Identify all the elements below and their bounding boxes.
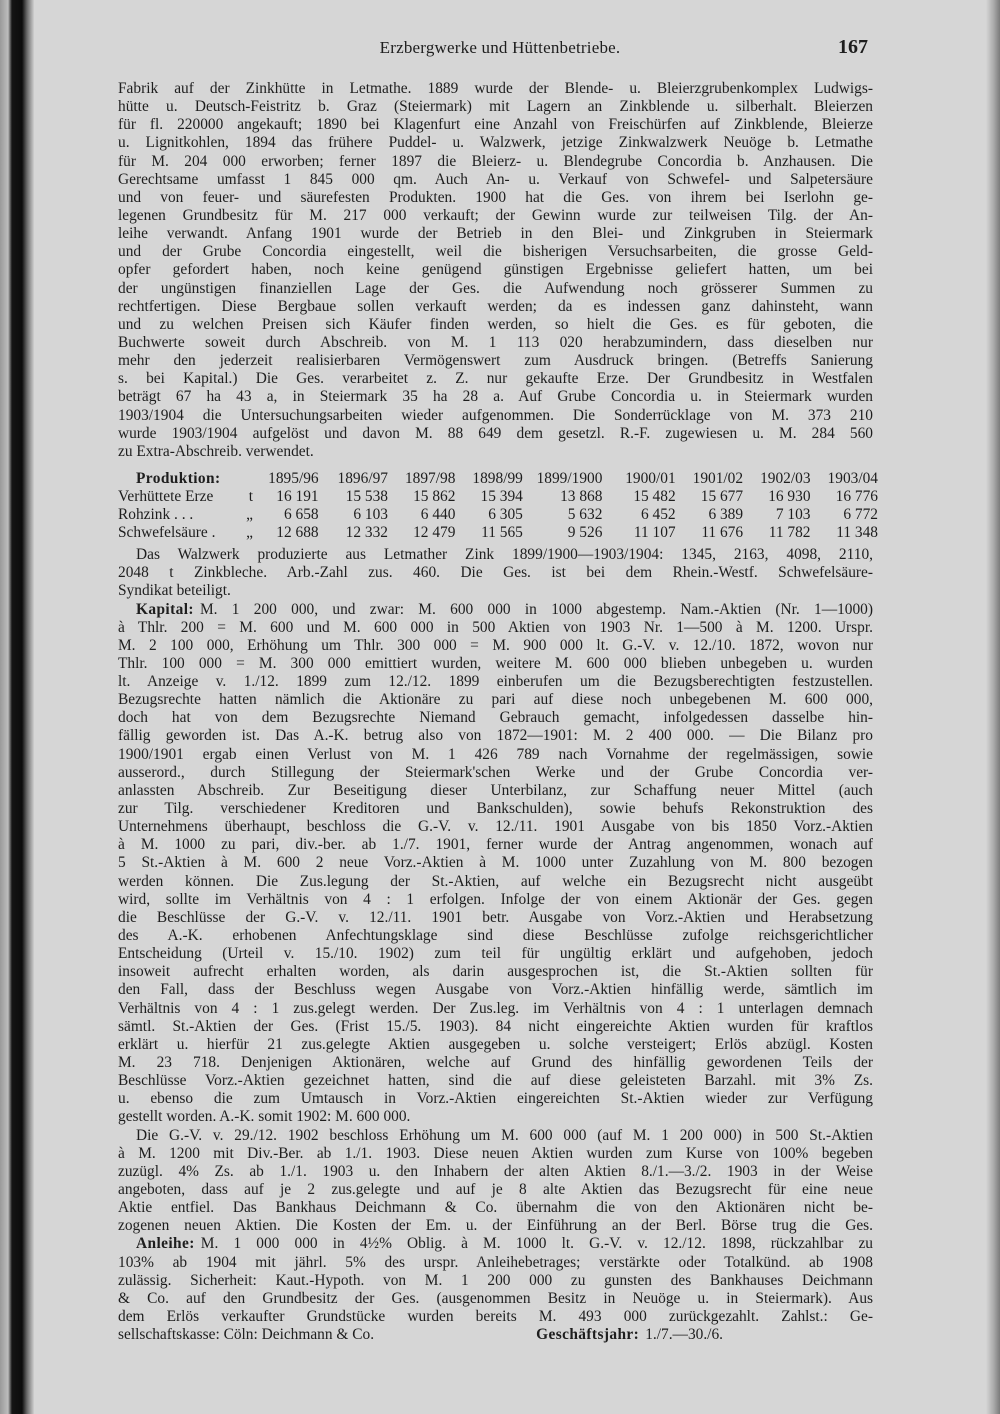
- table-cell: 15 862: [413, 488, 456, 506]
- text-line: werden können. Die Zus.legung der St.-Aktien, auf welche ein Bezugsrecht nicht ausgeübt: [118, 872, 873, 890]
- text-line: Das Walzwerk produzierte aus Letmather Zink 1899/1900—1903/1904: 1345, 2163, 4098, 2110,: [136, 546, 873, 563]
- text-line: der ungünstigen finanziellen Lage der Ges. die Aufwendung noch grösserer Summen zu: [118, 279, 873, 297]
- section-label: Kapital:: [136, 600, 194, 618]
- table-cell: 9 526: [567, 524, 603, 542]
- table-cell: 6 452: [641, 506, 676, 524]
- text-line: u. Lignitkohlen, 1894 das frühere Puddel- u. Walzwerk, jetzige Zinkwalzwerk Neuöge b. Letmathe: [118, 134, 873, 152]
- text-line: M. 23 718. Denjenigen Aktionären, welche auf Grund des hinfällig gewordenen Teils der: [118, 1054, 873, 1072]
- page-number: 167: [838, 36, 868, 58]
- text-line: & Co. auf den Grundbesitz der Ges. (ausgenommen Besitz in Neuöge u. in Steiermark). Aus: [118, 1289, 873, 1307]
- text-line: für fl. 220000 angekauft; 1890 bei Klagenfurt eine Anzahl von Freischürfen auf Zinkblende, Bleierze: [118, 116, 873, 134]
- table-cell: 11 107: [633, 524, 676, 542]
- text-line: insoweit aufrecht erhalten worden, als darin ausgesprochen ist, die St.-Aktien sollten für: [118, 963, 873, 981]
- table-cell: 15 538: [345, 488, 388, 506]
- table-cell: 6 658: [283, 506, 319, 524]
- text-line: Verhältnis von 4 : 1 zus.gelegt werden. Der Zus.leg. im Verhältnis von 4 : 1 unterlagen demnach: [118, 999, 873, 1017]
- table-cell: 11 782: [768, 524, 811, 542]
- unit: „: [246, 524, 253, 542]
- text-line: zur Tilg. verschiedener Kreditoren und Bankschulden), sowie behufs Rekonstruktion des: [118, 800, 873, 818]
- text-line: doch hat von dem Bezugsrechte Niemand Gebrauch gemacht, infolgedessen dasselbe hin-: [118, 709, 873, 727]
- text-line: Beschlüsse Vorz.-Aktien gezeichnet hatten, sind die auf diese geleisteten Barzahl. mit 3% Zs.: [118, 1072, 873, 1090]
- text-line: und der Grube Concordia eingestellt, weil die bisherigen Versuchsarbeiten, die grosse Geld-: [118, 243, 873, 261]
- text-line: Syndikat beteiligt.: [118, 582, 231, 600]
- text-line: zulässig. Sicherheit: Kaut.-Hypoth. von M. 1 200 000 zu gunsten des Bankhauses Deichmann: [118, 1271, 873, 1289]
- text-line: legenen Grundbesitz für M. 217 000 verkauft; der Gewinn wurde zur teilweisen Tilg. der An-: [118, 206, 873, 224]
- table-cell: 11 676: [701, 524, 744, 542]
- line-text: M. 1 200 000, und zwar: M. 600 000 in 1000 abgestemp. Nam.-Aktien (Nr. 1—1000): [199, 600, 873, 618]
- year-header: 1902/03: [760, 470, 811, 487]
- text-line: à Thlr. 200 = M. 600 und M. 600 000 in 500 Aktien von 1903 Nr. 1—500 à M. 1200. Urspr.: [118, 618, 873, 636]
- fiscal-year-label: Geschäftsjahr:: [536, 1326, 640, 1344]
- table-cell: 16 191: [276, 488, 319, 506]
- text-line: u. ebenso die zum Umtausch in Vorz.-Aktien eingereichten St.-Aktien wieder zur Verfügung: [118, 1090, 873, 1108]
- text-line: zuzügl. 4% Zs. ab 1./1. 1903 u. den Inhabern der alten Aktien 8./1.—3./2. 1903 in der Weise: [118, 1162, 873, 1180]
- unit: „: [246, 506, 253, 524]
- text-line: beträgt 67 ha 43 a, in Steiermark 35 ha 28 a. Auf Grube Concordia u. in Steiermark wurden: [118, 388, 873, 406]
- year-header: 1901/02: [692, 470, 744, 487]
- text-line: hütte u. Deutsch-Feistritz b. Graz (Steiermark) mit Lagern an Zinkblende u. silberhalt. Bleierzen: [118, 98, 873, 116]
- row-label: Rohzink . . .: [118, 506, 194, 524]
- text-line: Entscheidung (Urteil v. 15./10. 1902) zum teil für ungültig erklärt und aufgehoben, jedoch: [118, 945, 873, 963]
- text-line: die Beschlüsse der G.-V. v. 12./11. 1901 betr. Ausgabe von Vorz.-Aktien und Herabsetzung: [118, 908, 873, 926]
- production-label: Produktion:: [136, 470, 221, 487]
- text-line: lt. Anzeige v. 1./12. 1899 zum 12./12. 1899 einberufen um die Bezugsberechtigten festzustellen.: [118, 673, 873, 691]
- table-cell: 12 332: [345, 524, 388, 542]
- text-line: anlassten Abschreib. Zur Beseitigung dieser Unterbilanz, zur Schaffung neuer Mittel (auch: [118, 781, 873, 799]
- text-line: 2048 t Zinkbleche. Arb.-Zahl zus. 460. Die Ges. ist bei dem Rhein.-Westf. Schwefelsäure-: [118, 564, 873, 582]
- text-line: 5 St.-Aktien à M. 600 2 neue Vorz.-Aktien à M. 1000 unter Zuzahlung von M. 800 bezogen: [118, 854, 873, 872]
- section-label: Anleihe:: [136, 1235, 195, 1253]
- production-table: [118, 470, 878, 543]
- text-line: leihe verwandt. Anfang 1901 wurde der Betrieb in den Blei- und Zinkgruben in Steiermark: [118, 225, 873, 243]
- text-line: wird, sollte im Verhältnis von 4 : 1 erfolgen. Infolge der von einem Aktionär der Ges. gegen: [118, 890, 873, 908]
- intro-paragraph: [118, 80, 873, 461]
- text-line: Gerechtsame umfasst 1 845 000 qm. Auch An- u. Verkauf von Schwefel- und Salpetersäure: [118, 170, 873, 188]
- table-row: [118, 506, 878, 524]
- text-line: [118, 601, 873, 619]
- table-cell: 11 348: [836, 524, 878, 542]
- table-cell: 13 868: [560, 488, 603, 506]
- text-line: opfer gefordert haben, noch keine genügend günstigen Ergebnisse geliefert hatten, um bei: [118, 261, 873, 279]
- text-line: M. 2 100 000, Erhöhung um Thlr. 300 000 = M. 900 000 lt. G.-V. v. 12./10. 1872, wovon nur: [118, 636, 873, 654]
- table-cell: 6 440: [420, 506, 456, 524]
- anleihe-last-line: [118, 1326, 873, 1344]
- table-cell: 15 677: [700, 488, 744, 506]
- text-line: Bezugsrechte hatten nämlich die Aktionäre zu pari auf diese noch unbegebenen M. 600 000,: [118, 691, 873, 709]
- line-text: M. 1 000 000 in 4½% Oblig. à M. 1000 lt. G.-V. v. 12./12. 1898, rückzahlbar zu: [200, 1235, 873, 1253]
- table-cell: 16 776: [835, 488, 878, 506]
- fiscal-year-value: 1./7.—30./6.: [645, 1326, 723, 1344]
- text-line: 1903/1904 die Untersuchungsarbeiten wieder aufgenommen. Die Sonderrücklage von M. 373 210: [118, 406, 873, 424]
- text-line: ausserord., durch Stillegung der Steiermark'schen Werke und der Grube Concordia ver-: [118, 763, 873, 781]
- scan-left-edge: [0, 0, 34, 1414]
- text-line: 103% ab 1904 mit jährl. 5% des urspr. Anleihebetrages; verstärkte oder Totalkünd. ab 1908: [118, 1253, 873, 1271]
- text-line: Thlr. 100 000 = M. 300 000 emittiert wurden, weitere M. 600 000 blieben unbegeben u. wurden: [118, 654, 873, 672]
- kapital-section: [118, 601, 873, 1345]
- text-line: s. bei Kapital.) Die Ges. verarbeitet z. Z. nur gekaufte Erze. Der Grundbesitz in Westfalen: [118, 370, 873, 388]
- table-cell: 5 632: [567, 506, 603, 524]
- table-cell: 15 482: [633, 488, 676, 506]
- text-line: Fabrik auf der Zinkhütte in Letmathe. 1889 wurde der Blende- u. Bleierzgrubenkomplex Ludwigs-: [118, 80, 873, 97]
- fiscal-year: [536, 1326, 723, 1344]
- year-header: 1897/98: [404, 470, 456, 487]
- text-line: für M. 204 000 erworben; ferner 1897 die Bleierz- u. Blendegrube Concordia b. Anzhausen. Die: [118, 152, 873, 170]
- year-header: 1898/99: [472, 470, 523, 487]
- table-cell: 12 688: [276, 524, 319, 542]
- walzwerk-paragraph: [118, 546, 873, 600]
- year-header: 1899/1900: [536, 470, 603, 487]
- text-line: Unternehmens überhaupt, beschloss die G.-V. v. 12./11. 1901 Ausgabe von bis 1850 Vorz.-Aktien: [118, 818, 873, 836]
- scan-right-edge: [986, 0, 1000, 1414]
- table-cell: 15 394: [480, 488, 523, 506]
- year-header: 1895/96: [268, 470, 319, 487]
- text-line: mehr den jederzeit realisierbaren Vermögenswert zum Ausdruck bringen. (Betreffs Sanierung: [118, 352, 873, 370]
- text-line: fällig geworden ist. Das A.-K. betrug also von 1872—1901: M. 2 400 000. — Die Bilanz pro: [118, 727, 873, 745]
- text-line: 1900/1901 ergab einen Verlust von M. 1 426 789 nach Vornahme der regelmässigen, sowie: [118, 745, 873, 763]
- text-line: sämtl. St.-Aktien der Ges. (Frist 15./5. 1903). 84 nicht eingereichte Aktien wurden für kraftlos: [118, 1017, 873, 1035]
- text-line: wurde 1903/1904 aufgelöst und davon M. 88 649 dem gesetzl. R.-F. zugewiesen u. M. 284 560: [118, 424, 873, 442]
- year-header: 1900/01: [625, 470, 676, 487]
- table-cell: 11 565: [481, 524, 523, 542]
- row-label: Schwefelsäure .: [118, 524, 216, 542]
- year-header: 1903/04: [827, 470, 878, 487]
- text-line: dem Erlös verkaufter Grundstücke wurden bereits M. 493 000 zurückgezahlt. Zahlst.: Ge-: [118, 1307, 873, 1325]
- table-cell: 6 772: [843, 506, 878, 524]
- row-label: Verhüttete Erze: [118, 488, 214, 506]
- text-line: zogenen neuen Aktien. Die Kosten der Em. u. der Einführung an der Berl. Börse trug die Ges.: [118, 1217, 873, 1235]
- text-line: à M. 1200 mit Div.-Ber. ab 1./1. 1903. Diese neuen Aktien wurden zum Kurse von 100% begeben: [118, 1144, 873, 1162]
- text-line: Buchwerte soweit durch Abschreib. von M. 1 113 020 herabzumindern, dass dieselben nur: [118, 333, 873, 351]
- year-header: 1896/97: [337, 470, 388, 487]
- text-line: und von feuer- und säurefesten Produkten. 1900 hat die Ges. von ihrem bei Iserlohn ge-: [118, 188, 873, 206]
- line-text: sellschaftskasse: Cöln: Deichmann & Co.: [118, 1326, 375, 1344]
- table-cell: 7 103: [775, 506, 811, 524]
- table-cell: 12 479: [413, 524, 456, 542]
- text-line: erklärt u. hierfür 21 zus.gelegte Aktien ausgegeben u. solche versteigert; Erlös abzügl. Kosten: [118, 1035, 873, 1053]
- unit: t: [248, 488, 253, 506]
- running-header: Erzbergwerke und Hüttenbetriebe.: [379, 38, 621, 57]
- table-header-row: [118, 470, 878, 488]
- text-line: rechtfertigen. Diese Bergbaue sollen verkauft werden; da es indessen ganz dahinsteht, wann: [118, 297, 873, 315]
- text-line: und zu welchen Preisen sich Käufer finden werden, so hielt die Ges. es für geboten, die: [118, 315, 873, 333]
- text-line: den Fall, dass der Beschluss wegen Ausgabe von Vorz.-Aktien hinfällig werde, sämtlich im: [118, 981, 873, 999]
- text-line: gestellt worden. A.-K. somit 1902: M. 600 000.: [118, 1108, 411, 1126]
- table-row: [118, 524, 878, 542]
- table-cell: 16 930: [768, 488, 811, 506]
- text-line: Die G.-V. v. 29./12. 1902 beschloss Erhöhung um M. 600 000 (auf M. 1 200 000) in 500 St.-Aktien: [136, 1126, 873, 1144]
- table-cell: 6 305: [488, 506, 523, 524]
- text-line: à M. 1000 zu pari, div.-ber. ab 1./7. 1901, ferner wurde der Antrag angenommen, wonach auf: [118, 836, 873, 854]
- text-line: [118, 1235, 873, 1253]
- text-line: angeboten, dass auf je 2 zus.gelegte und auf je 8 alte Aktien das Bezugsrecht für eine neue: [118, 1181, 873, 1198]
- table-row: [118, 488, 878, 506]
- text-line: Aktie entfiel. Das Bankhaus Deichmann & Co. übernahm die von den Aktionären nicht be-: [118, 1199, 873, 1217]
- text-line: des A.-K. erhobenen Anfechtungsklage sind diese Beschlüsse zufolge reichsgerichtlicher: [118, 927, 873, 945]
- table-cell: 6 389: [708, 506, 744, 524]
- text-line: zu Extra-Abschreib. verwendet.: [118, 442, 314, 460]
- table-cell: 6 103: [353, 506, 388, 524]
